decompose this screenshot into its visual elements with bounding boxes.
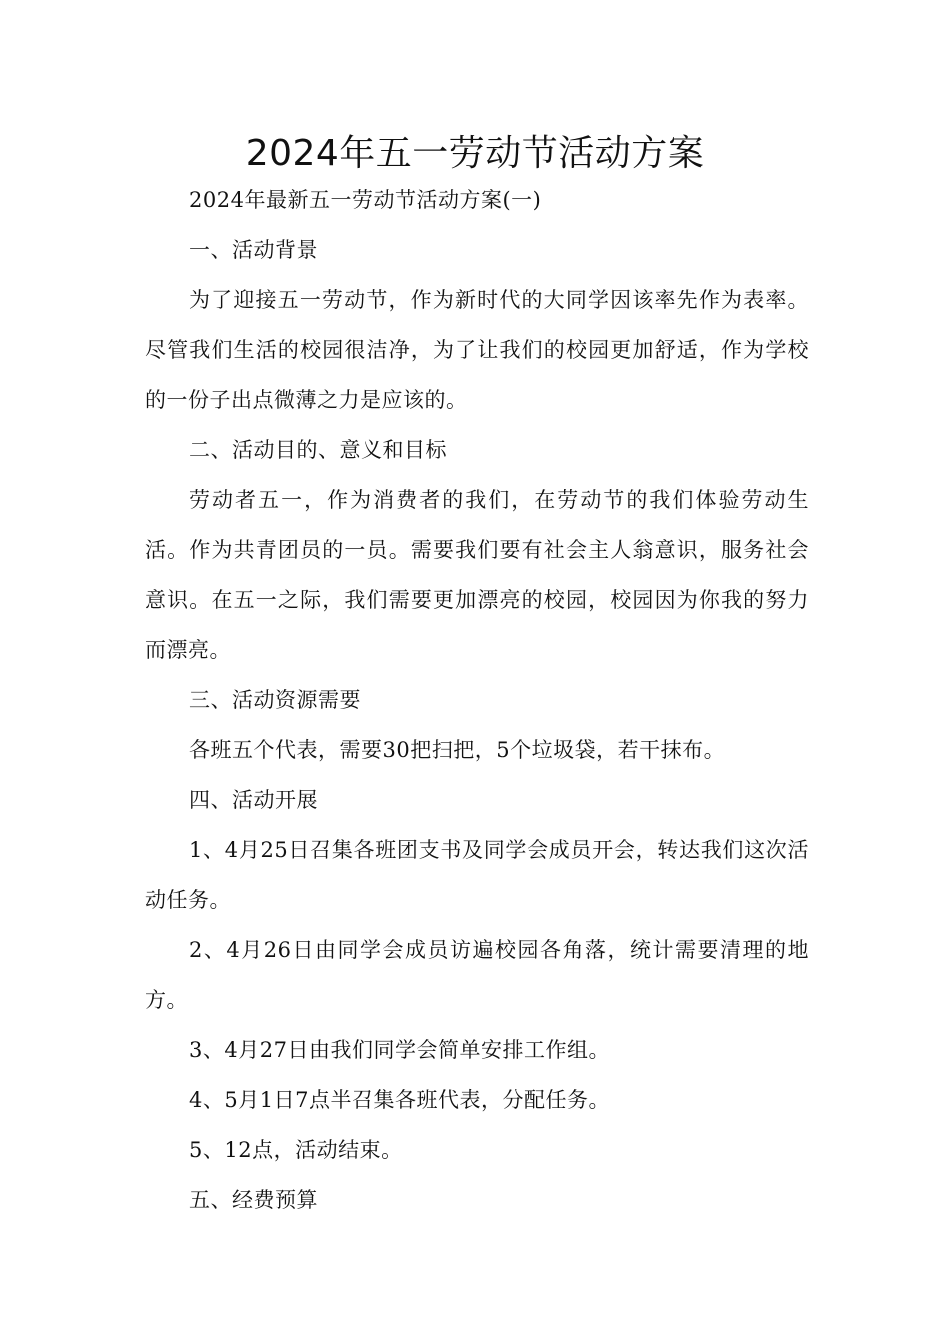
paragraph-goals: 劳动者五一，作为消费者的我们，在劳动节的我们体验劳动生活。作为共青团员的一员。需要我们要有社会主人翁意识，服务社会意识。在五一之际，我们需要更加漂亮的校园，校园因为你我的努力而漂亮。 (145, 488, 809, 662)
section-heading-background: 一、活动背景 (189, 238, 318, 262)
section-heading-activities: 四、活动开展 (189, 788, 318, 812)
paragraph-subtitle: 2024年最新五一劳动节活动方案(一) (189, 188, 542, 212)
section-heading-resources: 三、活动资源需要 (189, 688, 361, 712)
paragraph-resources: 各班五个代表，需要30把扫把，5个垃圾袋，若干抹布。 (189, 738, 726, 762)
document-title: 2024年五一劳动节活动方案 (245, 133, 705, 174)
list-item-step-1: 1、4月25日召集各班团支书及同学会成员开会，转达我们这次活动任务。 (145, 838, 809, 912)
document-body (145, 175, 809, 1225)
list-item-step-2: 2、4月26日由同学会成员访遍校园各角落，统计需要清理的地方。 (145, 938, 809, 1012)
paragraph-background: 为了迎接五一劳动节，作为新时代的大同学因该率先作为表率。尽管我们生活的校园很洁净，为了让我们的校园更加舒适，作为学校的一份子出点微薄之力是应该的。 (145, 288, 809, 412)
list-item-step-3: 3、4月27日由我们同学会简单安排工作组。 (189, 1038, 610, 1062)
list-item-step-4: 4、5月1日7点半召集各班代表，分配任务。 (189, 1088, 610, 1112)
section-heading-goals: 二、活动目的、意义和目标 (189, 438, 447, 462)
list-item-step-5: 5、12点，活动结束。 (189, 1138, 403, 1162)
section-heading-budget: 五、经费预算 (189, 1188, 318, 1212)
